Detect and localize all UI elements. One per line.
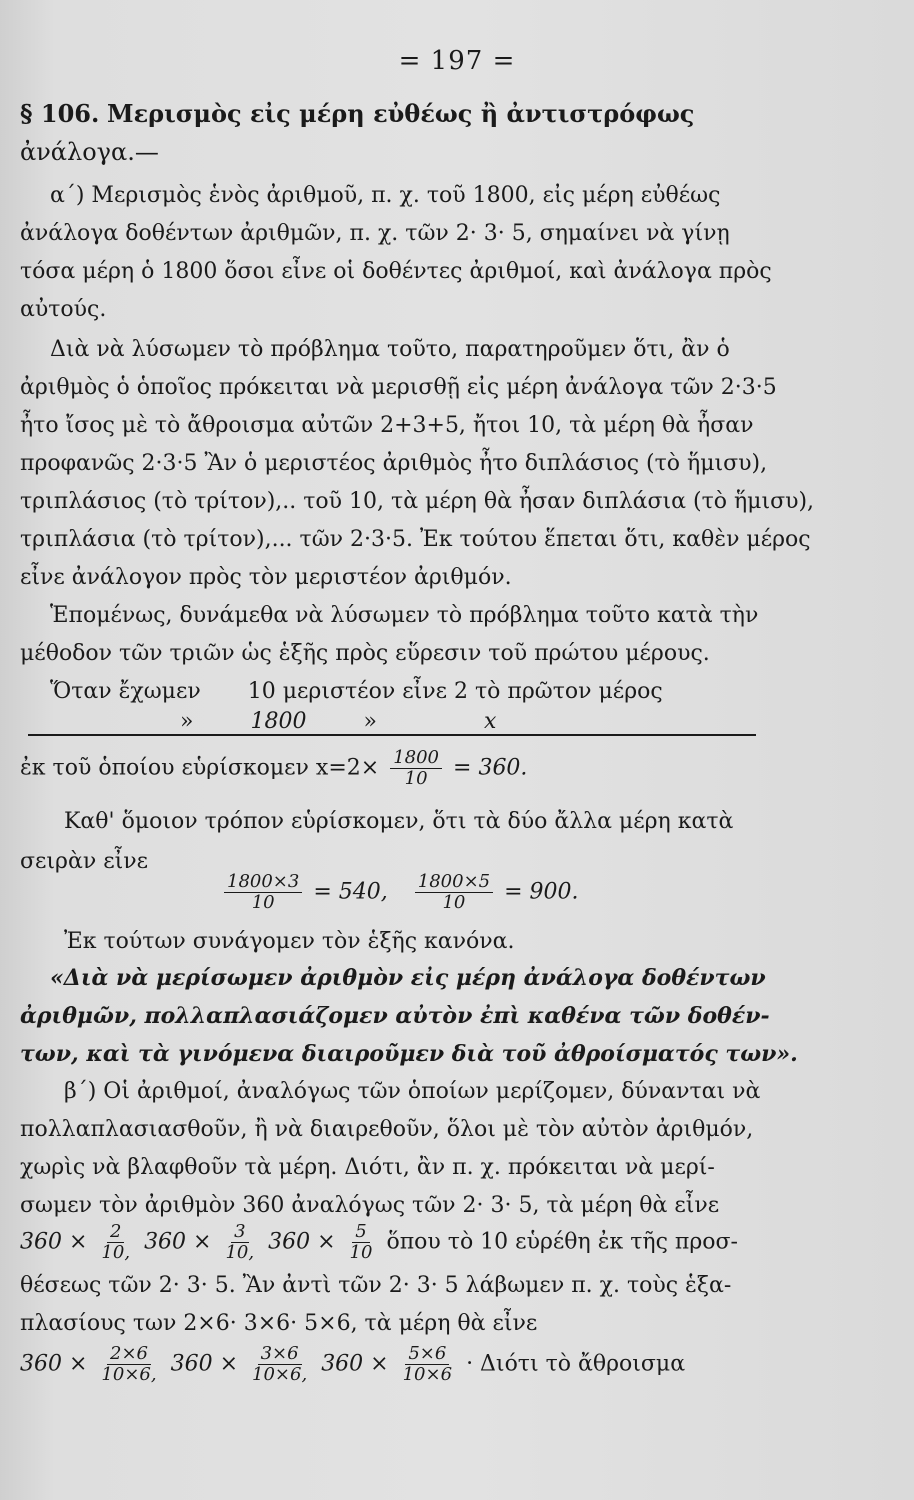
text-line: σωμεν τὸν ἀριθμὸν 360 ἀναλόγως τῶν 2· 3· 5, τὰ μέρη θὰ εἶνε: [20, 1193, 720, 1218]
text-span: 360 ×: [268, 1229, 336, 1255]
fraction: [222, 1222, 257, 1263]
numerator: 3: [231, 1222, 248, 1243]
text-span: »: [363, 709, 377, 734]
text-line: ἦτο ἴσος μὲ τὸ ἄθροισμα αὐτῶν 2+3+5, ἤτοι 10, τὰ μέρη θὰ ἦσαν: [20, 413, 754, 438]
section-title: Μερισμὸς εἰς μέρη εὐθέως ἢ ἀντιστρόφως: [107, 99, 695, 128]
equation-line: [220, 872, 874, 913]
text-line: β΄) Οἱ ἀριθμοί, ἀναλόγως τῶν ὁποίων μερίζομεν, δύνανται νὰ: [64, 1079, 761, 1104]
rule-text: ἀριθμῶν, πολλαπλασιάζομεν αὐτὸν ἐπὶ καθένα τῶν δοθέν-: [20, 1003, 770, 1029]
text-line: τριπλάσια (τὸ τρίτον),... τῶν 2·3·5. Ἐκ τούτου ἕπεται ὅτι, καθὲν μέρος: [20, 527, 811, 552]
denominator: 10×6,: [252, 1364, 308, 1385]
text-line: τριπλάσιος (τὸ τρίτον),.. τοῦ 10, τὰ μέρη θὰ ἦσαν διπλάσια (τὸ ἥμισυ),: [20, 489, 815, 514]
denominator: 10: [442, 892, 466, 913]
divider-rule: [28, 734, 756, 736]
text-span: 1800: [250, 709, 307, 734]
text-line: αὐτούς.: [20, 297, 107, 322]
text-line: Ἐκ τούτων συνάγομεν τὸν ἑξῆς κανόνα.: [64, 929, 515, 954]
text-line: ἀριθμὸς ὁ ὁποῖος πρόκειται νὰ μερισθῇ εἰς μέρη ἀνάλογα τῶν 2·3·5: [20, 375, 777, 400]
text-span: Ὅταν ἔχωμεν: [50, 679, 201, 704]
denominator: 10×6: [402, 1364, 453, 1385]
denominator: 10: [404, 768, 428, 789]
text-line: ἀνάλογα δοθέντων ἀριθμῶν, π. χ. τῶν 2· 3· 5, σημαίνει νὰ γίνῃ: [20, 221, 730, 246]
fraction: [224, 872, 302, 913]
text-line: θέσεως τῶν 2· 3· 5. Ἂν ἀντὶ τῶν 2· 3· 5 λάβωμεν π. χ. τοὺς ἑξα-: [20, 1273, 732, 1298]
text-span: »: [180, 709, 194, 734]
text-line: Ἑπομένως, δυνάμεθα νὰ λύσωμεν τὸ πρόβλημα τοῦτο κατὰ τὴν: [50, 603, 759, 628]
rule-text: «Διὰ νὰ μερίσωμεν ἀριθμὸν εἰς μέρη ἀνάλογα δοθέντων: [50, 965, 766, 991]
section-heading: [20, 98, 874, 130]
denominator: 10: [251, 892, 275, 913]
text-span: · Διότι τὸ ἄθροισμα: [466, 1351, 686, 1377]
numerator: 1800: [390, 748, 442, 769]
fraction: [390, 748, 442, 789]
text-span: = 900.: [504, 879, 579, 905]
text-line: τόσα μέρη ὁ 1800 ὅσοι εἶνε οἱ δοθέντες ἀριθμοί, καὶ ἀνάλογα πρὸς: [20, 259, 772, 284]
text-span: ἐκ τοῦ ὁποίου εὑρίσκομεν x=2×: [20, 755, 380, 781]
page-number: = 197 =: [398, 46, 516, 76]
numerator: 3×6: [258, 1344, 302, 1365]
fraction: [98, 1344, 159, 1385]
section-number: § 106.: [20, 99, 100, 128]
text-line: α΄) Μερισμὸς ἑνὸς ἀριθμοῦ, π. χ. τοῦ 1800, εἰς μέρη εὐθέως: [50, 183, 721, 208]
fraction: [415, 872, 493, 913]
text-span: x: [483, 709, 497, 734]
text-span: 10 μεριστέον εἶνε 2 τὸ πρῶτον μέρος: [247, 679, 663, 704]
text-line: Καθ' ὅμοιον τρόπον εὑρίσκομεν, ὅτι τὰ δύο ἄλλα μέρη κατὰ: [64, 809, 734, 834]
numerator: 5: [352, 1222, 369, 1243]
numerator: 2×6: [107, 1344, 151, 1365]
section-title-cont: ἀνάλογα.—: [20, 138, 159, 166]
text-span: 360 ×: [20, 1229, 88, 1255]
text-line: μέθοδον τῶν τριῶν ὡς ἑξῆς πρὸς εὕρεσιν τοῦ πρώτου μέρους.: [20, 641, 710, 666]
text-span: ὅπου τὸ 10 εὑρέθη ἐκ τῆς προσ-: [386, 1229, 738, 1255]
proportion-row-1: [50, 676, 874, 708]
numerator: 2: [107, 1222, 124, 1243]
equation-line: [20, 1344, 874, 1385]
text-line: πλασίους των 2×6· 3×6· 5×6, τὰ μέρη θὰ εἶνε: [20, 1311, 538, 1336]
fraction: [249, 1344, 310, 1385]
text-span: = 540,: [313, 879, 388, 905]
equation-line: [20, 748, 874, 789]
text-line: σειρὰν εἶνε: [20, 849, 148, 874]
fraction: [98, 1222, 133, 1263]
text-span: = 360.: [453, 755, 528, 781]
text-span: 360 ×: [170, 1351, 239, 1377]
numerator: 1800×3: [224, 872, 302, 893]
text-line: Διὰ νὰ λύσωμεν τὸ πρόβλημα τοῦτο, παρατηροῦμεν ὅτι, ἂν ὁ: [50, 337, 730, 362]
text-line: πολλαπλασιασθοῦν, ἢ νὰ διαιρεθοῦν, ὅλοι μὲ τὸν αὐτὸν ἀριθμόν,: [20, 1117, 754, 1142]
text-line: προφανῶς 2·3·5 Ἂν ὁ μεριστέος ἀριθμὸς ἦτο διπλάσιος (τὸ ἥμισυ),: [20, 451, 768, 476]
rule-text: των, καὶ τὰ γινόμενα διαιροῦμεν διὰ τοῦ ἀθροίσματός των».: [20, 1041, 798, 1067]
numerator: 5×6: [405, 1344, 449, 1365]
numerator: 1800×5: [415, 872, 493, 893]
text-span: 360 ×: [144, 1229, 212, 1255]
text-span: 360 ×: [321, 1351, 389, 1377]
denominator: 10,: [225, 1242, 255, 1263]
denominator: 10: [349, 1242, 373, 1263]
text-line: εἶνε ἀνάλογον πρὸς τὸν μεριστέον ἀριθμόν.: [20, 565, 512, 590]
fraction: [347, 1222, 376, 1263]
equation-line: [20, 1222, 874, 1263]
fraction: [400, 1344, 455, 1385]
denominator: 10,: [101, 1242, 131, 1263]
text-span: 360 ×: [20, 1351, 88, 1377]
text-line: χωρὶς νὰ βλαφθοῦν τὰ μέρη. Διότι, ἂν π. χ. πρόκειται νὰ μερί-: [20, 1155, 715, 1180]
denominator: 10×6,: [101, 1364, 157, 1385]
